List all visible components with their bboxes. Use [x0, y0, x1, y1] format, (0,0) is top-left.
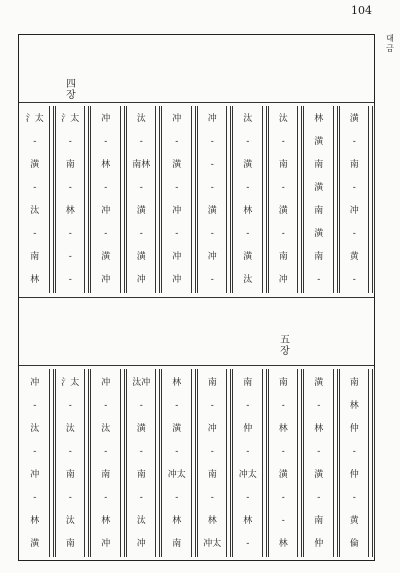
notation-column — [201, 365, 225, 561]
column-rule — [368, 106, 369, 293]
notation-cell: - — [246, 400, 250, 411]
notation-cell: 林 — [349, 400, 359, 411]
notation-cell: - — [210, 137, 214, 148]
notation-cell: - — [68, 228, 72, 239]
column-rule-double — [301, 369, 304, 557]
notation-cell: 南 — [65, 538, 75, 549]
notation-cell: 南 — [278, 377, 288, 388]
notation-cell: 南 — [136, 469, 146, 480]
notation-cell: 汰 — [30, 423, 40, 434]
notation-cell: 潢 — [314, 137, 324, 148]
column-rule-double — [337, 369, 340, 557]
notation-cell: 潢 — [172, 160, 182, 171]
notation-cell: 冲 — [101, 114, 111, 125]
notation-cell: - — [246, 446, 250, 457]
section-4-label — [63, 79, 79, 101]
notation-cell: 潢 — [136, 205, 146, 216]
section-5-label-line: 장 — [280, 346, 290, 357]
notation-cell: 冲 — [172, 205, 182, 216]
notation-column — [236, 365, 260, 561]
notation-cell: 南 — [278, 160, 288, 171]
notation-cell: - — [68, 446, 72, 457]
notation-cell: 潢 — [207, 205, 217, 216]
notation-cell: - — [68, 492, 72, 503]
notation-cell: 仲 — [243, 423, 253, 434]
notation-cell: - — [104, 446, 108, 457]
notation-cell: 潢 — [101, 251, 111, 262]
column-rule — [297, 369, 298, 557]
notation-cell: - — [139, 228, 143, 239]
notation-cell: - — [104, 137, 108, 148]
notation-cell: - — [139, 400, 143, 411]
notation-cell: 冲 — [136, 274, 146, 285]
notation-cell: 汰 — [136, 114, 146, 125]
column-rule-double — [159, 106, 162, 293]
column-rule-double — [301, 106, 304, 293]
notation-column — [272, 102, 296, 297]
section-5-staves — [19, 365, 374, 561]
notation-cell: - — [210, 183, 214, 194]
notation-cell: - — [139, 446, 143, 457]
section-4-label-line: 장 — [66, 90, 76, 101]
section-5-label-line: 五 — [280, 335, 290, 346]
notation-cell: - — [68, 400, 72, 411]
notation-cell: 潢 — [30, 538, 40, 549]
column-rule — [297, 106, 298, 293]
notation-column — [307, 102, 331, 297]
notation-cell: 潢 — [314, 469, 324, 480]
notation-cell: 林 — [101, 160, 111, 171]
notation-cell: - — [210, 400, 214, 411]
notation-column — [165, 365, 189, 561]
notation-cell: - — [33, 446, 37, 457]
column-rule — [84, 369, 85, 557]
column-rule-double — [53, 106, 56, 293]
column-rule-double — [337, 106, 340, 293]
notation-cell: - — [104, 400, 108, 411]
notation-cell: 冲 — [278, 274, 288, 285]
notation-cell: 冲 — [207, 251, 217, 262]
notation-column — [130, 102, 154, 297]
notation-cell: 汰 — [136, 515, 146, 526]
column-rule-double — [88, 369, 91, 557]
notation-cell: 冲 — [30, 377, 40, 388]
notation-cell: 汰 — [101, 423, 111, 434]
notation-cell: 氵太 — [61, 114, 80, 125]
column-rule-double — [230, 369, 233, 557]
notation-cell: - — [210, 274, 214, 285]
notation-cell: - — [175, 137, 179, 148]
notation-cell: 林 — [65, 205, 75, 216]
notation-cell: 林 — [101, 515, 111, 526]
column-rule-double — [195, 369, 198, 557]
notation-cell: - — [352, 492, 356, 503]
notation-cell: 潢 — [30, 160, 40, 171]
notation-cell: 潢 — [172, 423, 182, 434]
notation-column — [130, 365, 154, 561]
notation-cell: - — [175, 183, 179, 194]
notation-cell: - — [33, 492, 37, 503]
notation-cell: 林 — [243, 205, 253, 216]
notation-cell: - — [281, 137, 285, 148]
notation-cell: - — [352, 137, 356, 148]
notation-column — [23, 365, 47, 561]
section-divider — [19, 297, 374, 298]
notation-cell: 南 — [278, 251, 288, 262]
notation-cell: 潢 — [243, 160, 253, 171]
notation-cell: - — [68, 274, 72, 285]
notation-cell: 潢 — [278, 469, 288, 480]
notation-column — [23, 102, 47, 297]
notation-cell: 冲太 — [238, 469, 257, 480]
notation-cell: - — [317, 492, 321, 503]
notation-cell: 林 — [30, 515, 40, 526]
column-rule — [226, 369, 227, 557]
notation-cell: - — [104, 492, 108, 503]
notation-cell: 南 — [314, 251, 324, 262]
notation-cell: 冲太 — [203, 538, 222, 549]
notation-cell: - — [281, 183, 285, 194]
notation-cell: 林 — [172, 377, 182, 388]
notation-cell: - — [246, 228, 250, 239]
column-rule — [191, 106, 192, 293]
column-rule-double — [230, 106, 233, 293]
notation-cell: - — [210, 160, 214, 171]
notation-cell: - — [317, 274, 321, 285]
column-rule-double — [372, 106, 375, 293]
column-rule — [84, 106, 85, 293]
notation-cell: 南 — [349, 160, 359, 171]
notation-cell: - — [175, 492, 179, 503]
column-rule — [120, 369, 121, 557]
notation-cell: 南林 — [132, 160, 151, 171]
notation-cell: 冲 — [136, 538, 146, 549]
notation-column — [307, 365, 331, 561]
notation-cell: - — [281, 400, 285, 411]
column-rule — [333, 106, 334, 293]
notation-column — [94, 102, 118, 297]
notation-cell: 南 — [314, 515, 324, 526]
notation-cell: 潢 — [136, 251, 146, 262]
notation-column — [236, 102, 260, 297]
column-rule — [155, 106, 156, 293]
notation-cell: - — [68, 251, 72, 262]
notation-cell: - — [33, 137, 37, 148]
notation-cell: 冲 — [172, 274, 182, 285]
notation-cell: - — [352, 228, 356, 239]
column-rule-double — [372, 369, 375, 557]
notation-cell: 南 — [314, 205, 324, 216]
notation-cell: 氵太 — [25, 114, 44, 125]
notation-cell: - — [33, 228, 37, 239]
notation-cell: - — [175, 228, 179, 239]
notation-cell: 汰冲 — [132, 377, 151, 388]
notation-cell: 冲 — [101, 274, 111, 285]
notation-cell: 南 — [65, 469, 75, 480]
notation-cell: - — [210, 446, 214, 457]
notation-cell: 黄 — [349, 515, 359, 526]
notation-cell: - — [352, 446, 356, 457]
notation-cell: 汰 — [65, 515, 75, 526]
notation-cell: - — [33, 400, 37, 411]
score-frame — [18, 34, 375, 561]
notation-cell: - — [175, 446, 179, 457]
column-rule — [49, 369, 50, 557]
column-rule-double — [266, 369, 269, 557]
notation-cell: - — [68, 137, 72, 148]
notation-column — [343, 365, 367, 561]
notation-cell: - — [139, 183, 143, 194]
notation-column — [201, 102, 225, 297]
notation-cell: 林 — [314, 423, 324, 434]
notation-cell: 仲 — [314, 538, 324, 549]
margin-label: 대금 — [386, 34, 394, 53]
column-rule-double — [195, 106, 198, 293]
notation-cell: 汰 — [30, 205, 40, 216]
notation-cell: 冲 — [207, 423, 217, 434]
notation-cell: 南 — [65, 160, 75, 171]
notation-cell: - — [246, 137, 250, 148]
column-rule — [155, 369, 156, 557]
notation-cell: 冲 — [101, 205, 111, 216]
notation-cell: 林 — [243, 515, 253, 526]
notation-cell: - — [139, 492, 143, 503]
notation-cell: - — [281, 446, 285, 457]
notation-cell: 冲太 — [167, 469, 186, 480]
notation-cell: 冲 — [172, 114, 182, 125]
notation-cell: - — [68, 183, 72, 194]
notation-cell: - — [33, 183, 37, 194]
notation-cell: 汰 — [278, 114, 288, 125]
notation-cell: - — [139, 137, 143, 148]
notation-cell: - — [281, 515, 285, 526]
section-4-label-line: 四 — [66, 79, 76, 90]
column-rule — [262, 369, 263, 557]
notation-cell: - — [210, 228, 214, 239]
notation-column — [59, 365, 83, 561]
notation-cell: 潢 — [349, 114, 359, 125]
column-rule-double — [88, 106, 91, 293]
notation-cell: 潢 — [314, 377, 324, 388]
notation-cell: 冲 — [349, 205, 359, 216]
notation-cell: 汰 — [243, 114, 253, 125]
notation-cell: 冲 — [30, 469, 40, 480]
column-rule — [262, 106, 263, 293]
notation-cell: - — [175, 400, 179, 411]
notation-cell: 南 — [101, 469, 111, 480]
column-rule-double — [53, 369, 56, 557]
column-rule-double — [124, 106, 127, 293]
notation-column — [165, 102, 189, 297]
notation-cell: 冲 — [101, 538, 111, 549]
notation-cell: 冲 — [101, 377, 111, 388]
page-number: 104 — [351, 4, 372, 17]
column-rule — [120, 106, 121, 293]
notation-cell: 林 — [278, 423, 288, 434]
column-rule — [226, 106, 227, 293]
notation-cell: 冲 — [207, 114, 217, 125]
notation-cell: - — [317, 400, 321, 411]
notation-cell: 林 — [278, 538, 288, 549]
notation-cell: - — [210, 492, 214, 503]
notation-column — [343, 102, 367, 297]
notation-cell: - — [104, 183, 108, 194]
notation-cell: 冲 — [172, 251, 182, 262]
notation-cell: 仲 — [349, 423, 359, 434]
notation-cell: - — [352, 183, 356, 194]
notation-cell: 南 — [30, 251, 40, 262]
notation-cell: - — [246, 183, 250, 194]
notation-column — [272, 365, 296, 561]
notation-column — [59, 102, 83, 297]
notation-cell: 南 — [243, 377, 253, 388]
notation-cell: 黄 — [349, 251, 359, 262]
notation-column — [94, 365, 118, 561]
notation-cell: 南 — [349, 377, 359, 388]
column-rule — [49, 106, 50, 293]
section-5-label — [277, 335, 293, 357]
notation-cell: 南 — [314, 160, 324, 171]
section-4-staves — [19, 102, 374, 297]
notation-cell: 南 — [172, 538, 182, 549]
notation-cell: - — [104, 228, 108, 239]
notation-cell: 林 — [207, 515, 217, 526]
notation-cell: 倫 — [349, 538, 359, 549]
notation-cell: 潢 — [278, 205, 288, 216]
notation-cell: 林 — [30, 274, 40, 285]
notation-cell: - — [246, 538, 250, 549]
column-rule — [333, 369, 334, 557]
column-rule — [191, 369, 192, 557]
notation-cell: - — [352, 274, 356, 285]
notation-cell: - — [246, 492, 250, 503]
notation-cell: 仲 — [349, 469, 359, 480]
column-rule-double — [159, 369, 162, 557]
notation-cell: 氵太 — [61, 377, 80, 388]
notation-cell: 潢 — [136, 423, 146, 434]
notation-cell: 林 — [172, 515, 182, 526]
column-rule-double — [124, 369, 127, 557]
notation-cell: 汰 — [65, 423, 75, 434]
notation-cell: 汰 — [243, 274, 253, 285]
notation-cell: - — [281, 492, 285, 503]
notation-cell: - — [317, 446, 321, 457]
notation-cell: 潢 — [314, 183, 324, 194]
column-rule — [368, 369, 369, 557]
column-rule-double — [266, 106, 269, 293]
notation-cell: 潢 — [243, 251, 253, 262]
notation-cell: - — [281, 228, 285, 239]
notation-cell: 林 — [314, 114, 324, 125]
notation-cell: 南 — [207, 377, 217, 388]
notation-cell: 潢 — [314, 228, 324, 239]
notation-cell: 南 — [207, 469, 217, 480]
